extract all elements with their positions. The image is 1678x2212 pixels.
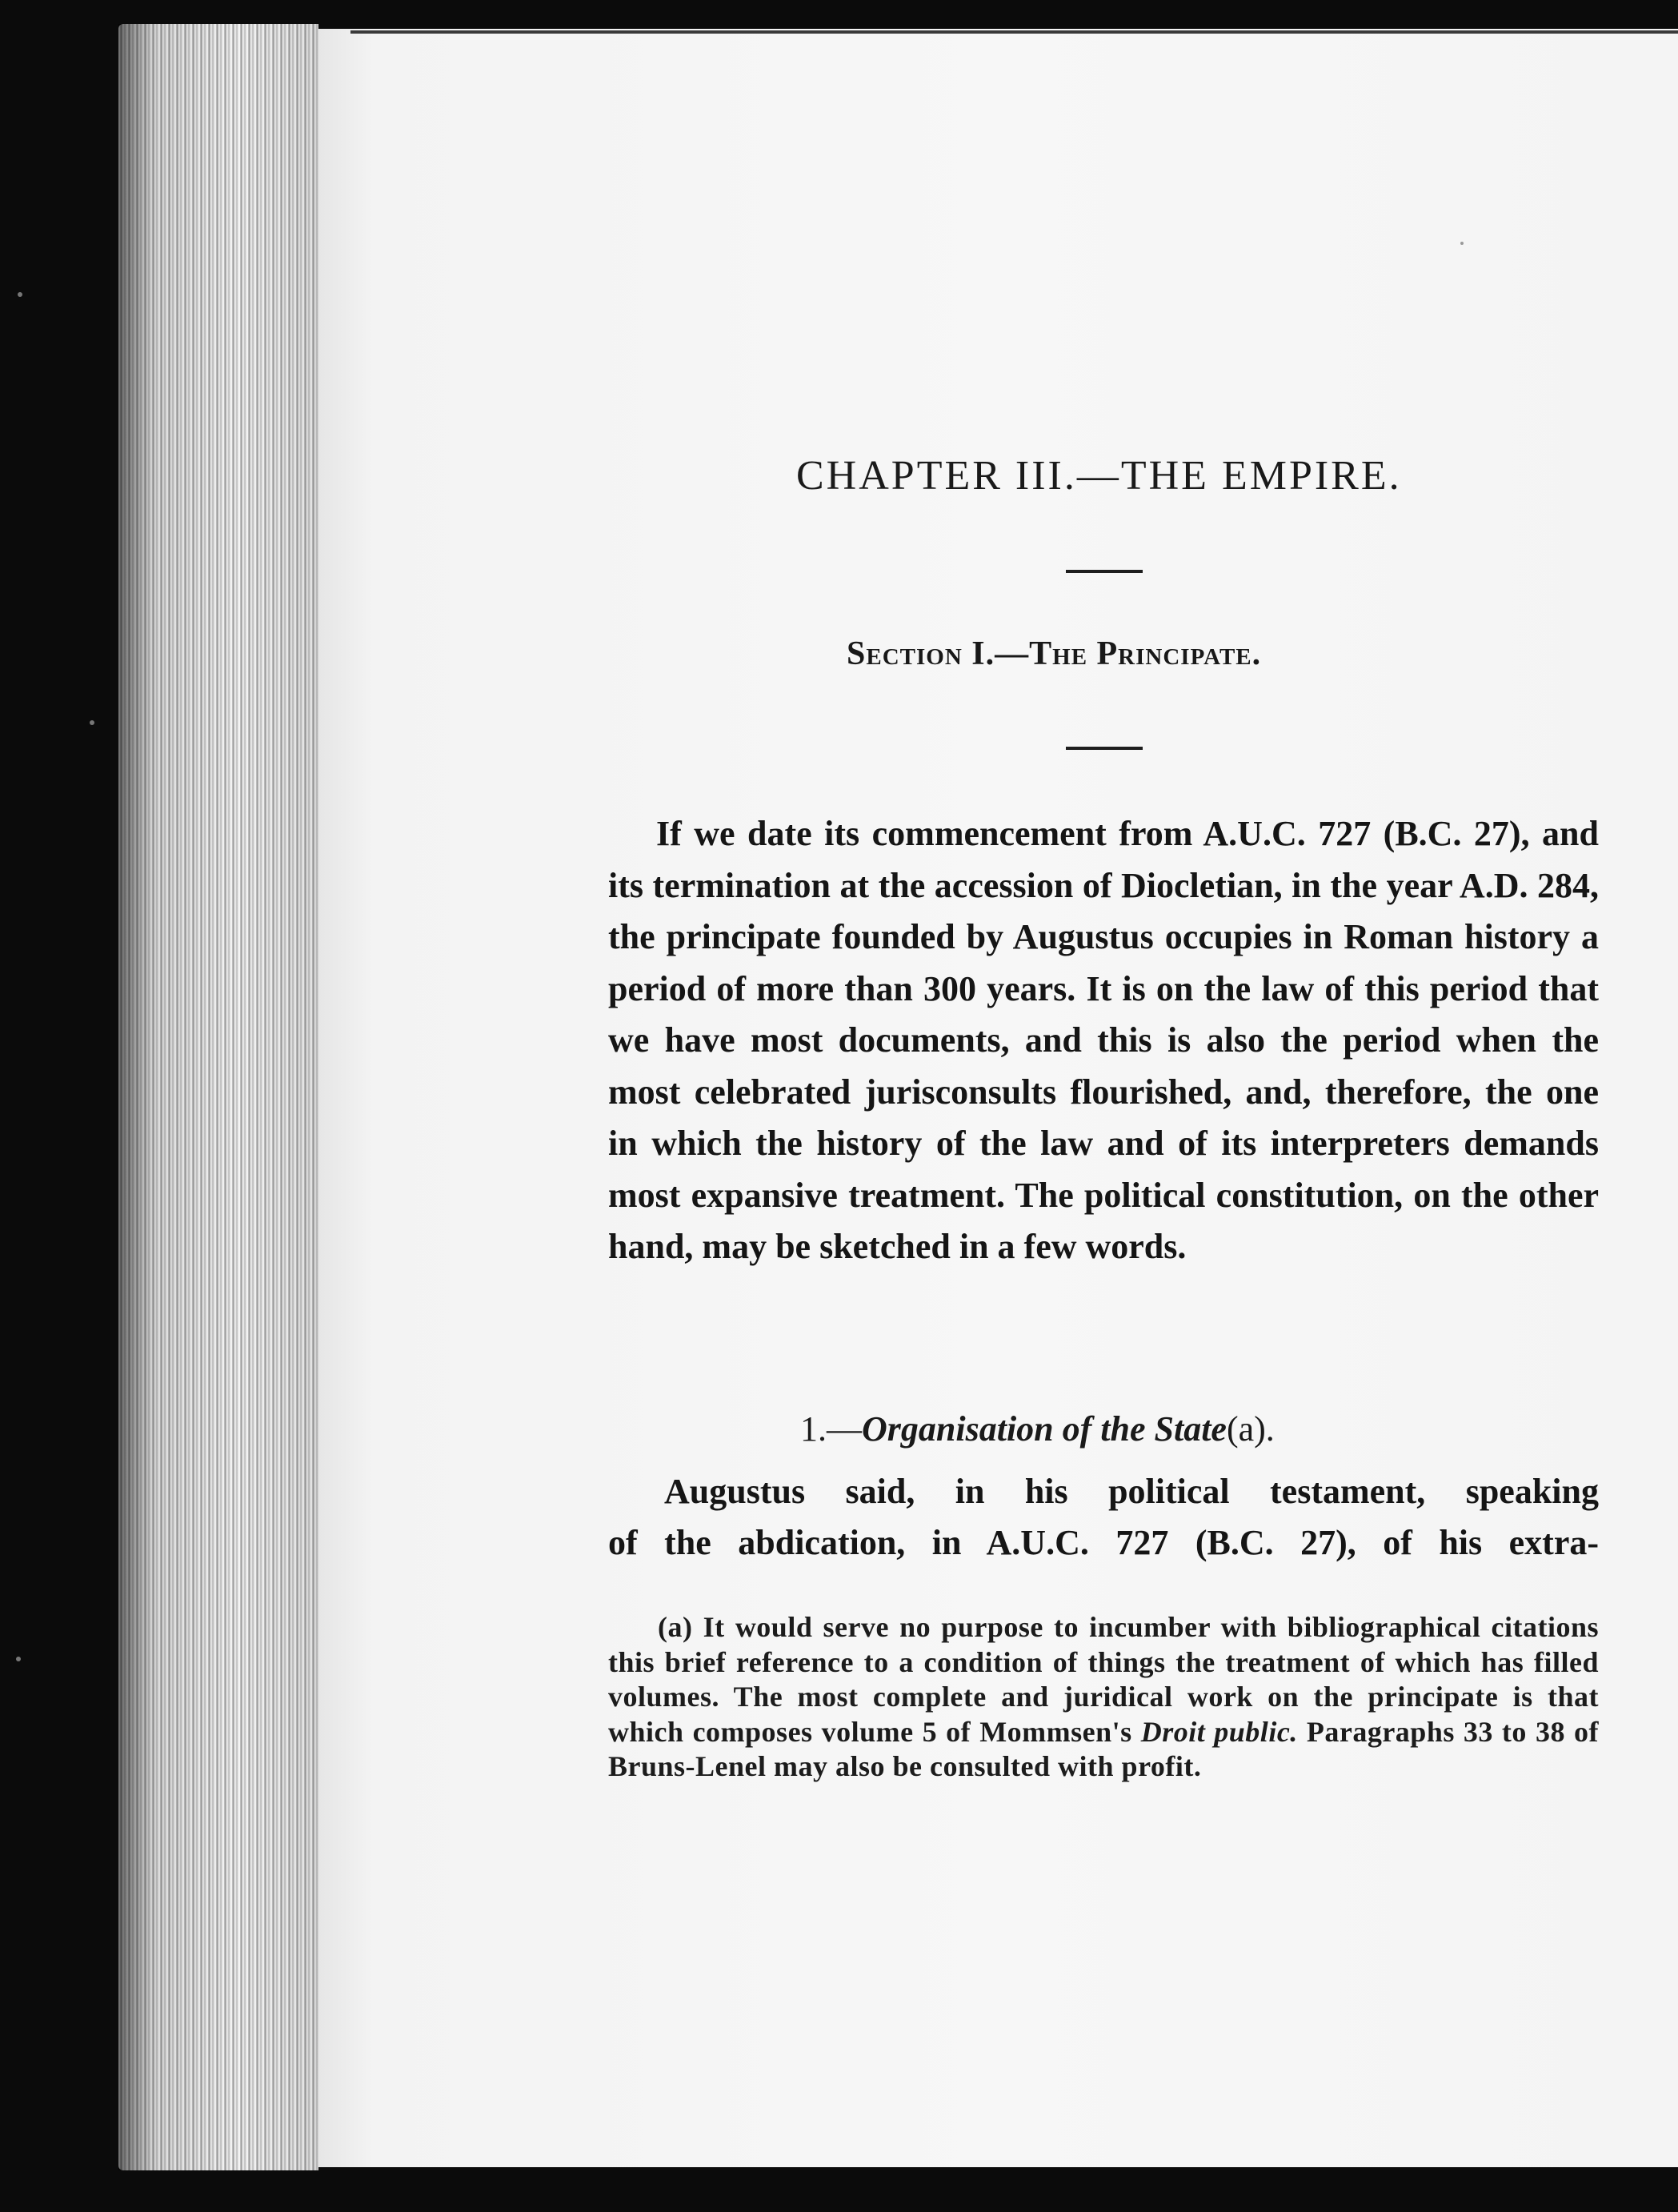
body-paragraph-2 (608, 1466, 1599, 1569)
scan-speck (18, 292, 22, 297)
footnote-marker: (a) (658, 1611, 693, 1643)
footnote-text: It would serve no purpose to incumber with bibliographical citations this brief reference to a condition of things the treatment of which has filled volumes. The most complete and juridical work on the principate is that which composes volume 5 of Mommsen's (608, 1611, 1600, 1748)
heading-divider-top (1066, 570, 1143, 573)
section-heading: Section I.—The Principate. (847, 635, 1262, 672)
scan-speck (16, 1657, 21, 1661)
footnote-italic-title: Droit public. (1140, 1715, 1298, 1748)
subsection-heading (800, 1409, 1440, 1449)
subsection-number: 1.— (800, 1409, 862, 1449)
footnote-text-end: Paragraphs 33 to 38 of Bruns-Lenel may also be consulted with profit. (608, 1715, 1599, 1782)
page-top-edge (350, 30, 1678, 34)
body-paragraph: If we date its commencement from A.U.C. 727 (B.C. 27), and its termination at the accession of Diocletian, in the year A.D. 284, the principate founded by Augustus occupies in Roman history a period of more than 300 years. It is on the law of this period that we have most documents, and this is also the period when the most celebrated jurisconsults flourished, and, therefore, the one in which the history of the law and of its interpreters demands most expansive treatment. The political constitution, on the other hand, may be sketched in a few words. (608, 814, 1599, 1266)
paragraph-line-1: Augustus said, in his political testament, speaking (664, 1472, 1599, 1511)
scan-speck (90, 720, 94, 725)
footnote-reference: (a). (1226, 1409, 1275, 1449)
heading-divider-bottom (1066, 747, 1143, 750)
subsection-title: Organisation of the State (862, 1409, 1227, 1449)
chapter-heading: CHAPTER III.—THE EMPIRE. (796, 453, 1402, 499)
footnote (608, 1610, 1599, 1785)
paragraph-line-2: of the abdication, in A.U.C. 727 (B.C. 27), of his extra- (608, 1523, 1599, 1562)
book-page-edges (118, 24, 318, 2170)
scan-speck (1460, 242, 1464, 245)
